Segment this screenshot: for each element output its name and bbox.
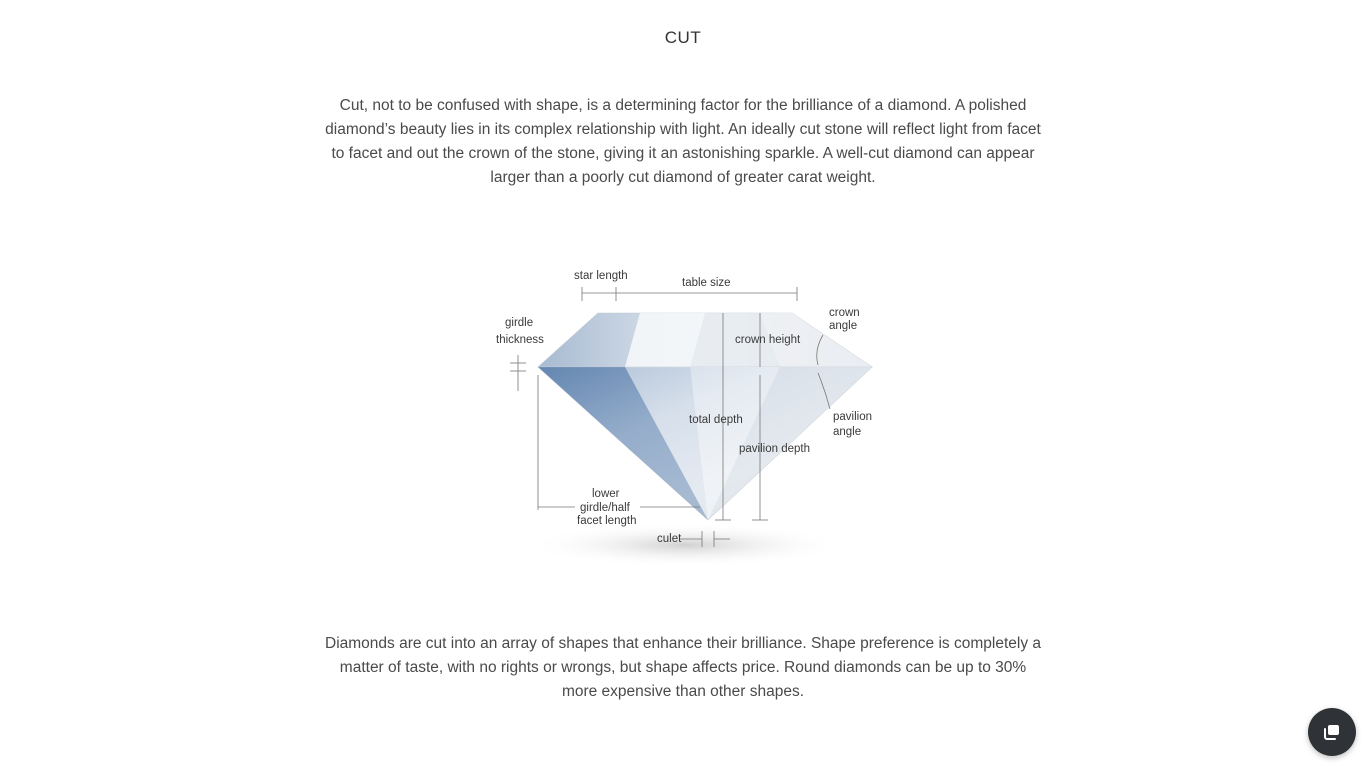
diamond-anatomy-diagram: [480, 255, 890, 585]
diamond-diagram-svg: [480, 255, 890, 585]
table-size-label: table size: [682, 277, 731, 289]
crown-angle-label-line1: crown: [829, 307, 860, 319]
lower-girdle-label-line2: girdle/half: [580, 502, 630, 514]
chat-button[interactable]: [1308, 708, 1356, 756]
star-length-label: star length: [574, 270, 628, 282]
pavilion-angle-label-line1: pavilion: [833, 411, 872, 423]
crown-height-label: crown height: [735, 334, 801, 346]
girdle-thickness-label-line1: girdle: [505, 317, 534, 329]
cut-intro-paragraph: Cut, not to be confused with shape, is a determining factor for the brilliance of a diamond. A polished diamond’s beauty lies in its complex relationship with light. An ideally cut stone will reflect light from facet to facet and out the crown of the stone, giving it an astonishing sparkle. A well-cut diamond can appear larger than a poorly cut diamond of greater carat weight.: [325, 97, 1041, 186]
diamond-shadow: [525, 523, 845, 567]
culet-label: culet: [657, 533, 682, 545]
crown-angle-label-line2: angle: [829, 320, 858, 332]
total-depth-label: total depth: [689, 414, 743, 426]
section-title: CUT: [664, 28, 702, 47]
lower-girdle-label-line1: lower: [592, 488, 620, 500]
pavilion-angle-label-line2: angle: [833, 426, 862, 438]
pavilion-depth-label: pavilion depth: [739, 443, 810, 455]
shapes-paragraph: Diamonds are cut into an array of shapes that enhance their brilliance. Shape preference is completely a matter of taste, with no rights or wrongs, but shape affects price. Round diamonds can be up to 30% more expensive than other shapes.: [325, 635, 1041, 700]
girdle-thickness-label-line2: thickness: [496, 334, 544, 346]
chat-icon: [1322, 722, 1342, 742]
lower-girdle-label-line3: facet length: [577, 515, 637, 527]
